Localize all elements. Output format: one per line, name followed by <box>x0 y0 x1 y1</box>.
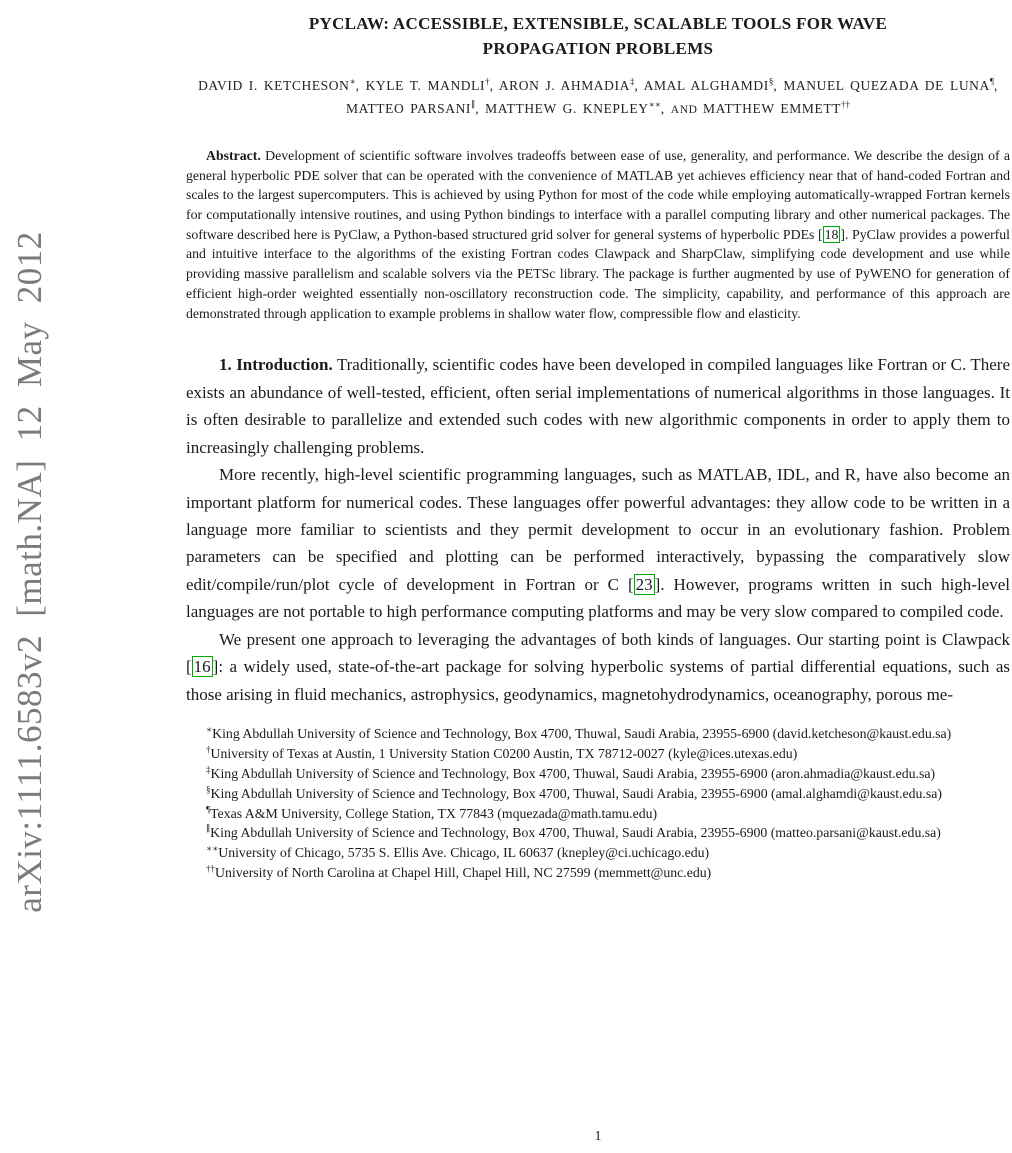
footnote-text: University of Chicago, 5735 S. Ellis Ave. Chicago, IL 60637 (knepley@ci.uchicago.edu) <box>218 845 710 861</box>
footnote-text: Texas A&M University, College Station, TX 77843 (mquezada@math.tamu.edu) <box>210 805 658 821</box>
author-footnote-mark: ¶ <box>989 76 994 87</box>
author <box>783 78 998 93</box>
intro-paragraph-1 <box>186 351 1010 461</box>
author <box>485 101 665 116</box>
footnote-mark: ‡ <box>206 764 211 775</box>
citation-link-23[interactable]: 23 <box>635 574 653 594</box>
paragraph-text: Traditionally, scientific codes have been developed in compiled languages like Fortran or C. There exists an abundance of well-tested, efficient, often serial implementations of numerical algorithms in those languages. It is often desirable to parallelize and extended such codes with new algorithmic components in order to apply them to increasingly challenging problems. <box>186 355 1010 457</box>
footnote-text: King Abdullah University of Science and Technology, Box 4700, Thuwal, Saudi Arabia, 23955-6900 (aron.ahmadia@kaust.edu.sa) <box>210 765 936 781</box>
author-separator: , <box>355 78 360 94</box>
footnote <box>186 784 1010 804</box>
author-footnote-mark: † <box>485 76 490 87</box>
and-word: AND <box>670 103 703 116</box>
author-footnote-mark: ∗∗ <box>648 99 661 110</box>
author-separator: , <box>634 78 639 94</box>
arxiv-watermark: arXiv:1111.6583v2 [math.NA] 12 May 2012 <box>10 231 49 913</box>
author <box>366 78 494 93</box>
footnote-text: King Abdullah University of Science and Technology, Box 4700, Thuwal, Saudi Arabia, 23955-6900 (david.ketcheson@kaust.edu.sa) <box>212 726 952 742</box>
citation-link-18[interactable]: 18 <box>824 226 839 242</box>
footnote-mark: †† <box>206 863 215 874</box>
footnote <box>186 863 1010 883</box>
author-name: MATTEO PARSANI <box>345 100 472 116</box>
author-footnote-mark: ∥ <box>471 99 476 110</box>
author-list <box>186 75 1010 120</box>
author <box>671 101 850 116</box>
author <box>198 78 360 93</box>
author-name: ARON J. AHMADIA <box>498 78 630 94</box>
author-name: MATTHEW EMMETT <box>703 100 842 116</box>
intro-paragraph-2 <box>186 461 1010 626</box>
footnote-mark: † <box>206 744 211 755</box>
abstract-paragraph <box>186 146 1010 323</box>
section-heading: 1. Introduction. <box>219 355 333 375</box>
page-number: 1 <box>594 1129 602 1144</box>
footnote <box>186 804 1010 824</box>
author <box>644 78 778 93</box>
footnote-mark: ∗∗ <box>206 843 219 854</box>
paragraph-text: We present one approach to leveraging the advantages of both kinds of languages. Our starting point is Clawpack [ <box>186 629 1010 677</box>
author-name: KYLE T. MANDLI <box>365 78 486 94</box>
author-footnote-mark: ‡ <box>629 76 635 87</box>
paragraph-text: More recently, high-level scientific programming languages, such as MATLAB, IDL, and R, have also become an important platform for numerical codes. These languages offer powerful advantages: they allow code to be written in a language more familiar to scientists and they permit development to occur in an evolutionary fashion. Problem parameters can be specified and plotting can be performed interactively, bypassing the comparatively slow edit/compile/run/plot cycle of development in Fortran or C [ <box>186 465 1010 594</box>
author-name: DAVID I. KETCHESON <box>198 78 350 94</box>
footnote-text: King Abdullah University of Science and Technology, Box 4700, Thuwal, Saudi Arabia, 23955-6900 (matteo.parsani@kaust.edu.sa) <box>210 825 941 841</box>
author-separator: , <box>489 78 494 94</box>
abstract-label: Abstract. <box>206 147 261 163</box>
footnote-text: University of Texas at Austin, 1 University Station C0200 Austin, TX 78712-0027 (kyle@ices.utexas.edu) <box>210 746 798 762</box>
paragraph-text: ]. However, programs written in such high-level languages are not portable to high performance computing platforms and may be very slow compared to compiled code. <box>186 574 1011 622</box>
footnote <box>186 744 1010 764</box>
footnote <box>186 764 1010 784</box>
author-footnote-mark: †† <box>841 99 851 110</box>
author <box>499 78 639 93</box>
paragraph-text: ]: a widely used, state-of-the-art package for solving hyperbolic systems of partial differential equations, such as those arising in fluid mechanics, astrophysics, geodynamics, magnetohydrodynamics, oceanography, porous me- <box>186 657 1010 704</box>
footnote <box>186 843 1010 863</box>
footnote-text: University of North Carolina at Chapel Hill, Chapel Hill, NC 27599 (memmett@unc.edu) <box>215 865 712 881</box>
footnote-mark: § <box>206 784 211 795</box>
author-separator: , <box>475 100 480 116</box>
footnote-mark: ∗ <box>206 724 213 735</box>
author-separator: , <box>773 78 778 94</box>
abstract-text: ]. PyClaw provides a powerful and intuitive interface to the algorithms of the existing Fortran codes Clawpack and SharpClaw, simplifying code development and use while providing massive parallelism and scalable solvers via the PETSc library. The package is further augmented by use of PyWENO for generation of efficient high-order weighted essentially non-oscillatory reconstruction code. The simplicity, capability, and performance of this approach are demonstrated through application to example problems in shallow water flow, compressible flow and elasticity. <box>186 226 1011 321</box>
footnotes-block <box>186 724 1010 883</box>
footnote-mark: ∥ <box>206 823 211 834</box>
text-column <box>186 0 1010 883</box>
footnote-mark: ¶ <box>206 804 211 815</box>
author-name: AMAL ALGHAMDI <box>643 78 769 94</box>
author-separator: , <box>660 100 665 116</box>
author-footnote-mark: ∗ <box>349 76 356 87</box>
author <box>346 101 479 116</box>
footnote-text: King Abdullah University of Science and Technology, Box 4700, Thuwal, Saudi Arabia, 23955-6900 (amal.alghamdi@kaust.edu.sa) <box>210 785 942 801</box>
citation-link-16[interactable]: 16 <box>193 657 211 677</box>
author-footnote-mark: § <box>768 76 774 87</box>
abstract-text: Development of scientific software involves tradeoffs between ease of use, generality, and performance. We describe the design of a general hyperbolic PDE solver that can be operated with the convenience of MATLAB yet achieves efficiency near that of hand-coded Fortran and scales to the largest supercomputers. This is achieved by using Python for most of the code while employing automatically-wrapped Fortran kernels for computationally intensive routines, and using Python bindings to interface with a parallel computing library and other numerical packages. The software described here is PyClaw, a Python-based structured grid solver for general systems of hyperbolic PDEs [ <box>186 147 1010 242</box>
author-separator: , <box>993 78 998 94</box>
author-name: MANUEL QUEZADA DE LUNA <box>783 78 990 94</box>
author-name: MATTHEW G. KNEPLEY <box>485 100 649 116</box>
intro-paragraph-3 <box>186 626 1010 708</box>
footnote <box>186 823 1010 843</box>
paper-title: PYCLAW: ACCESSIBLE, EXTENSIBLE, SCALABLE TOOLS FOR WAVE PROPAGATION PROBLEMS <box>308 14 888 58</box>
footnote <box>186 724 1010 744</box>
